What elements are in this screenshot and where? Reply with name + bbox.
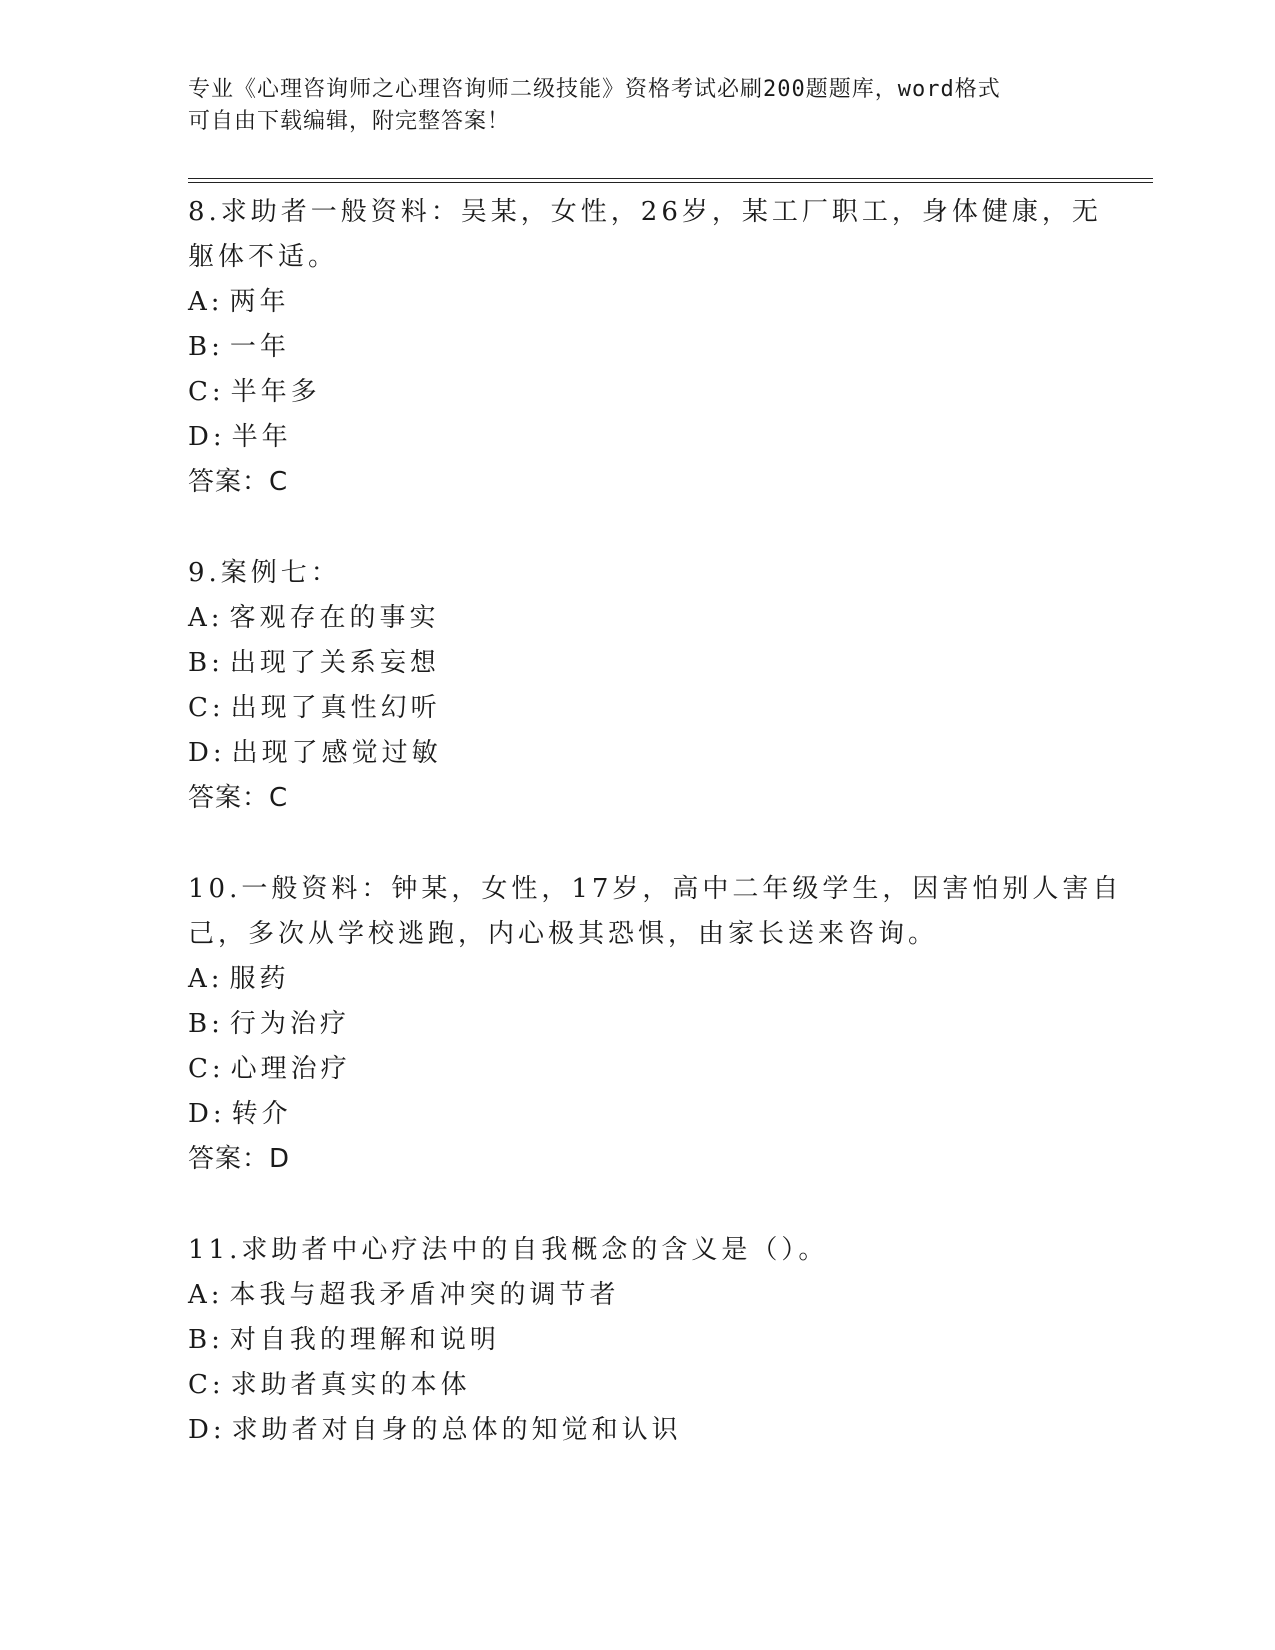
option-text: 求助者真实的本体 bbox=[230, 1370, 471, 1400]
option-key: D: bbox=[188, 738, 226, 768]
option-key: A: bbox=[188, 287, 224, 317]
option-c bbox=[188, 1363, 1088, 1408]
option-key: B: bbox=[188, 1325, 224, 1355]
question-11 bbox=[188, 1228, 1088, 1453]
option-text: 半年多 bbox=[230, 377, 321, 407]
option-key: B: bbox=[188, 648, 224, 678]
option-b bbox=[188, 1318, 1088, 1363]
option-d bbox=[188, 1408, 1088, 1453]
header-divider-top bbox=[188, 178, 1153, 179]
option-c bbox=[188, 1047, 1088, 1092]
document-header bbox=[188, 74, 1088, 138]
question-stem-line: 10.一般资料：钟某，女性，17岁，高中二年级学生，因害怕别人害自 bbox=[188, 874, 1123, 904]
question-list bbox=[188, 190, 1123, 1453]
option-d bbox=[188, 731, 1088, 776]
question-10 bbox=[188, 867, 1123, 1182]
option-text: 出现了真性幻听 bbox=[230, 693, 441, 723]
option-key: B: bbox=[188, 1009, 224, 1039]
option-key: D: bbox=[188, 422, 226, 452]
option-text: 心理治疗 bbox=[230, 1054, 351, 1084]
option-text: 行为治疗 bbox=[229, 1009, 350, 1039]
option-key: C: bbox=[188, 1370, 225, 1400]
question-9 bbox=[188, 551, 1088, 821]
answer-line: 答案：C bbox=[188, 467, 289, 497]
option-c bbox=[188, 686, 1088, 731]
option-a bbox=[188, 596, 1088, 641]
option-d bbox=[188, 1092, 1088, 1137]
answer-line: 答案：C bbox=[188, 783, 289, 813]
question-stem-line: 9.案例七： bbox=[188, 558, 341, 588]
option-text: 客观存在的事实 bbox=[229, 603, 440, 633]
option-text: 出现了感觉过敏 bbox=[231, 738, 442, 768]
question-stem-line: 8.求助者一般资料：吴某，女性，26岁，某工厂职工，身体健康，无 bbox=[188, 197, 1102, 227]
option-text: 对自我的理解和说明 bbox=[229, 1325, 500, 1355]
question-8 bbox=[188, 190, 1102, 505]
answer-line: 答案：D bbox=[188, 1144, 291, 1174]
option-key: A: bbox=[188, 603, 224, 633]
option-text: 半年 bbox=[231, 422, 292, 452]
option-text: 一年 bbox=[229, 332, 290, 362]
option-key: D: bbox=[188, 1099, 226, 1129]
question-stem-line: 己，多次从学校逃跑，内心极其恐惧，由家长送来咨询。 bbox=[188, 919, 939, 949]
option-key: C: bbox=[188, 1054, 225, 1084]
option-key: A: bbox=[188, 1280, 224, 1310]
option-b bbox=[188, 1002, 1088, 1047]
option-d bbox=[188, 415, 1088, 460]
option-a bbox=[188, 1273, 1088, 1318]
option-a bbox=[188, 957, 1088, 1002]
question-stem-line: 11.求助者中心疗法中的自我概念的含义是（）。 bbox=[188, 1235, 829, 1265]
option-key: A: bbox=[188, 964, 224, 994]
option-text: 两年 bbox=[229, 287, 290, 317]
option-b bbox=[188, 325, 1088, 370]
option-text: 本我与超我矛盾冲突的调节者 bbox=[229, 1280, 620, 1310]
option-key: B: bbox=[188, 332, 224, 362]
option-a bbox=[188, 280, 1088, 325]
option-b bbox=[188, 641, 1088, 686]
option-text: 服药 bbox=[229, 964, 290, 994]
header-line-1: 专业《心理咨询师之心理咨询师二级技能》资格考试必刷200题题库，word格式 bbox=[188, 77, 1001, 102]
option-c bbox=[188, 370, 1088, 415]
option-key: C: bbox=[188, 377, 225, 407]
header-divider-bottom bbox=[188, 182, 1153, 183]
option-key: D: bbox=[188, 1415, 226, 1445]
option-key: C: bbox=[188, 693, 225, 723]
option-text: 转介 bbox=[231, 1099, 292, 1129]
header-line-2: 可自由下载编辑，附完整答案！ bbox=[188, 109, 511, 134]
option-text: 出现了关系妄想 bbox=[229, 648, 440, 678]
option-text: 求助者对自身的总体的知觉和认识 bbox=[231, 1415, 682, 1445]
question-stem-line: 躯体不适。 bbox=[188, 242, 339, 272]
